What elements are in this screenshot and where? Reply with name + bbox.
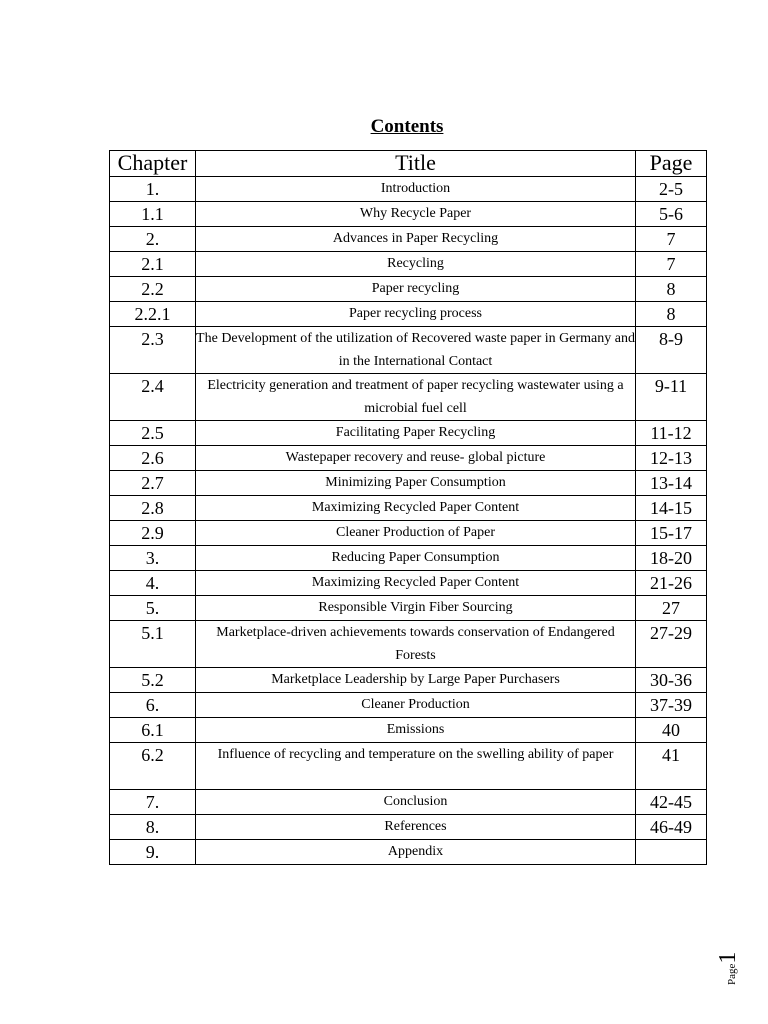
chapter-cell: 6. <box>110 693 196 718</box>
table-row <box>110 815 707 840</box>
table-row <box>110 546 707 571</box>
page-cell: 18-20 <box>636 546 707 571</box>
page-cell: 8 <box>636 277 707 302</box>
chapter-cell: 2.1 <box>110 252 196 277</box>
title-cell: Maximizing Recycled Paper Content <box>196 496 636 521</box>
table-row <box>110 227 707 252</box>
page-number <box>715 945 765 985</box>
chapter-cell: 5. <box>110 596 196 621</box>
title-cell: Conclusion <box>196 790 636 815</box>
chapter-cell: 6.1 <box>110 718 196 743</box>
chapter-cell: 3. <box>110 546 196 571</box>
contents-table <box>109 150 707 865</box>
table-row <box>110 277 707 302</box>
table-row <box>110 202 707 227</box>
title-cell: Paper recycling <box>196 277 636 302</box>
table-row <box>110 302 707 327</box>
table-row <box>110 471 707 496</box>
table-row <box>110 668 707 693</box>
page-cell: 5-6 <box>636 202 707 227</box>
chapter-cell: 2.5 <box>110 421 196 446</box>
chapter-cell: 2.2 <box>110 277 196 302</box>
title-cell: Introduction <box>196 177 636 202</box>
page-number-value: 1 <box>715 951 741 964</box>
title-cell: Emissions <box>196 718 636 743</box>
table-row <box>110 743 707 790</box>
page-cell: 37-39 <box>636 693 707 718</box>
page-cell: 9-11 <box>636 374 707 421</box>
chapter-column-header: Chapter <box>110 151 196 177</box>
table-row <box>110 177 707 202</box>
page-cell: 8 <box>636 302 707 327</box>
chapter-cell: 9. <box>110 840 196 865</box>
table-row <box>110 374 707 421</box>
chapter-cell: 8. <box>110 815 196 840</box>
table-row <box>110 693 707 718</box>
chapter-cell: 2.8 <box>110 496 196 521</box>
title-cell: Paper recycling process <box>196 302 636 327</box>
title-cell: Cleaner Production of Paper <box>196 521 636 546</box>
title-cell: Why Recycle Paper <box>196 202 636 227</box>
page-label: Page <box>726 963 738 985</box>
chapter-cell: 6.2 <box>110 743 196 790</box>
page-cell: 11-12 <box>636 421 707 446</box>
page-cell: 30-36 <box>636 668 707 693</box>
chapter-cell: 7. <box>110 790 196 815</box>
table-row <box>110 521 707 546</box>
chapter-cell: 2.7 <box>110 471 196 496</box>
chapter-cell: 1. <box>110 177 196 202</box>
table-row <box>110 571 707 596</box>
table-row <box>110 621 707 668</box>
title-cell: Maximizing Recycled Paper Content <box>196 571 636 596</box>
table-row <box>110 421 707 446</box>
title-cell: Influence of recycling and temperature on the swelling ability of paper <box>196 743 636 790</box>
chapter-cell: 2.2.1 <box>110 302 196 327</box>
table-row <box>110 596 707 621</box>
chapter-cell: 2.3 <box>110 327 196 374</box>
table-row <box>110 790 707 815</box>
title-column-header: Title <box>196 151 636 177</box>
title-cell: The Development of the utilization of Recovered waste paper in Germany and in the International Contact <box>196 327 636 374</box>
title-cell: Responsible Virgin Fiber Sourcing <box>196 596 636 621</box>
title-cell: Electricity generation and treatment of paper recycling wastewater using a microbial fuel cell <box>196 374 636 421</box>
chapter-cell: 1.1 <box>110 202 196 227</box>
table-header-row <box>110 151 707 177</box>
chapter-cell: 5.1 <box>110 621 196 668</box>
title-cell: Advances in Paper Recycling <box>196 227 636 252</box>
title-cell: Marketplace-driven achievements towards conservation of Endangered Forests <box>196 621 636 668</box>
chapter-cell: 4. <box>110 571 196 596</box>
page-cell <box>636 840 707 865</box>
page-cell: 27-29 <box>636 621 707 668</box>
title-cell: Appendix <box>196 840 636 865</box>
page-cell: 7 <box>636 227 707 252</box>
table-row <box>110 496 707 521</box>
page-cell: 2-5 <box>636 177 707 202</box>
title-cell: Minimizing Paper Consumption <box>196 471 636 496</box>
title-cell: References <box>196 815 636 840</box>
chapter-cell: 2.9 <box>110 521 196 546</box>
page-cell: 41 <box>636 743 707 790</box>
page-cell: 14-15 <box>636 496 707 521</box>
page-cell: 15-17 <box>636 521 707 546</box>
table-row <box>110 446 707 471</box>
page-cell: 12-13 <box>636 446 707 471</box>
title-cell: Marketplace Leadership by Large Paper Purchasers <box>196 668 636 693</box>
title-cell: Wastepaper recovery and reuse- global picture <box>196 446 636 471</box>
chapter-cell: 2. <box>110 227 196 252</box>
page-column-header: Page <box>636 151 707 177</box>
page-cell: 7 <box>636 252 707 277</box>
title-cell: Facilitating Paper Recycling <box>196 421 636 446</box>
page-cell: 40 <box>636 718 707 743</box>
page-cell: 13-14 <box>636 471 707 496</box>
page-cell: 46-49 <box>636 815 707 840</box>
title-cell: Cleaner Production <box>196 693 636 718</box>
chapter-cell: 5.2 <box>110 668 196 693</box>
chapter-cell: 2.4 <box>110 374 196 421</box>
table-row <box>110 327 707 374</box>
page-cell: 8-9 <box>636 327 707 374</box>
page-cell: 21-26 <box>636 571 707 596</box>
contents-heading: Contents <box>370 116 444 137</box>
title-cell: Reducing Paper Consumption <box>196 546 636 571</box>
page-cell: 42-45 <box>636 790 707 815</box>
table-row <box>110 252 707 277</box>
table-row <box>110 840 707 865</box>
page-cell: 27 <box>636 596 707 621</box>
title-cell: Recycling <box>196 252 636 277</box>
table-row <box>110 718 707 743</box>
chapter-cell: 2.6 <box>110 446 196 471</box>
